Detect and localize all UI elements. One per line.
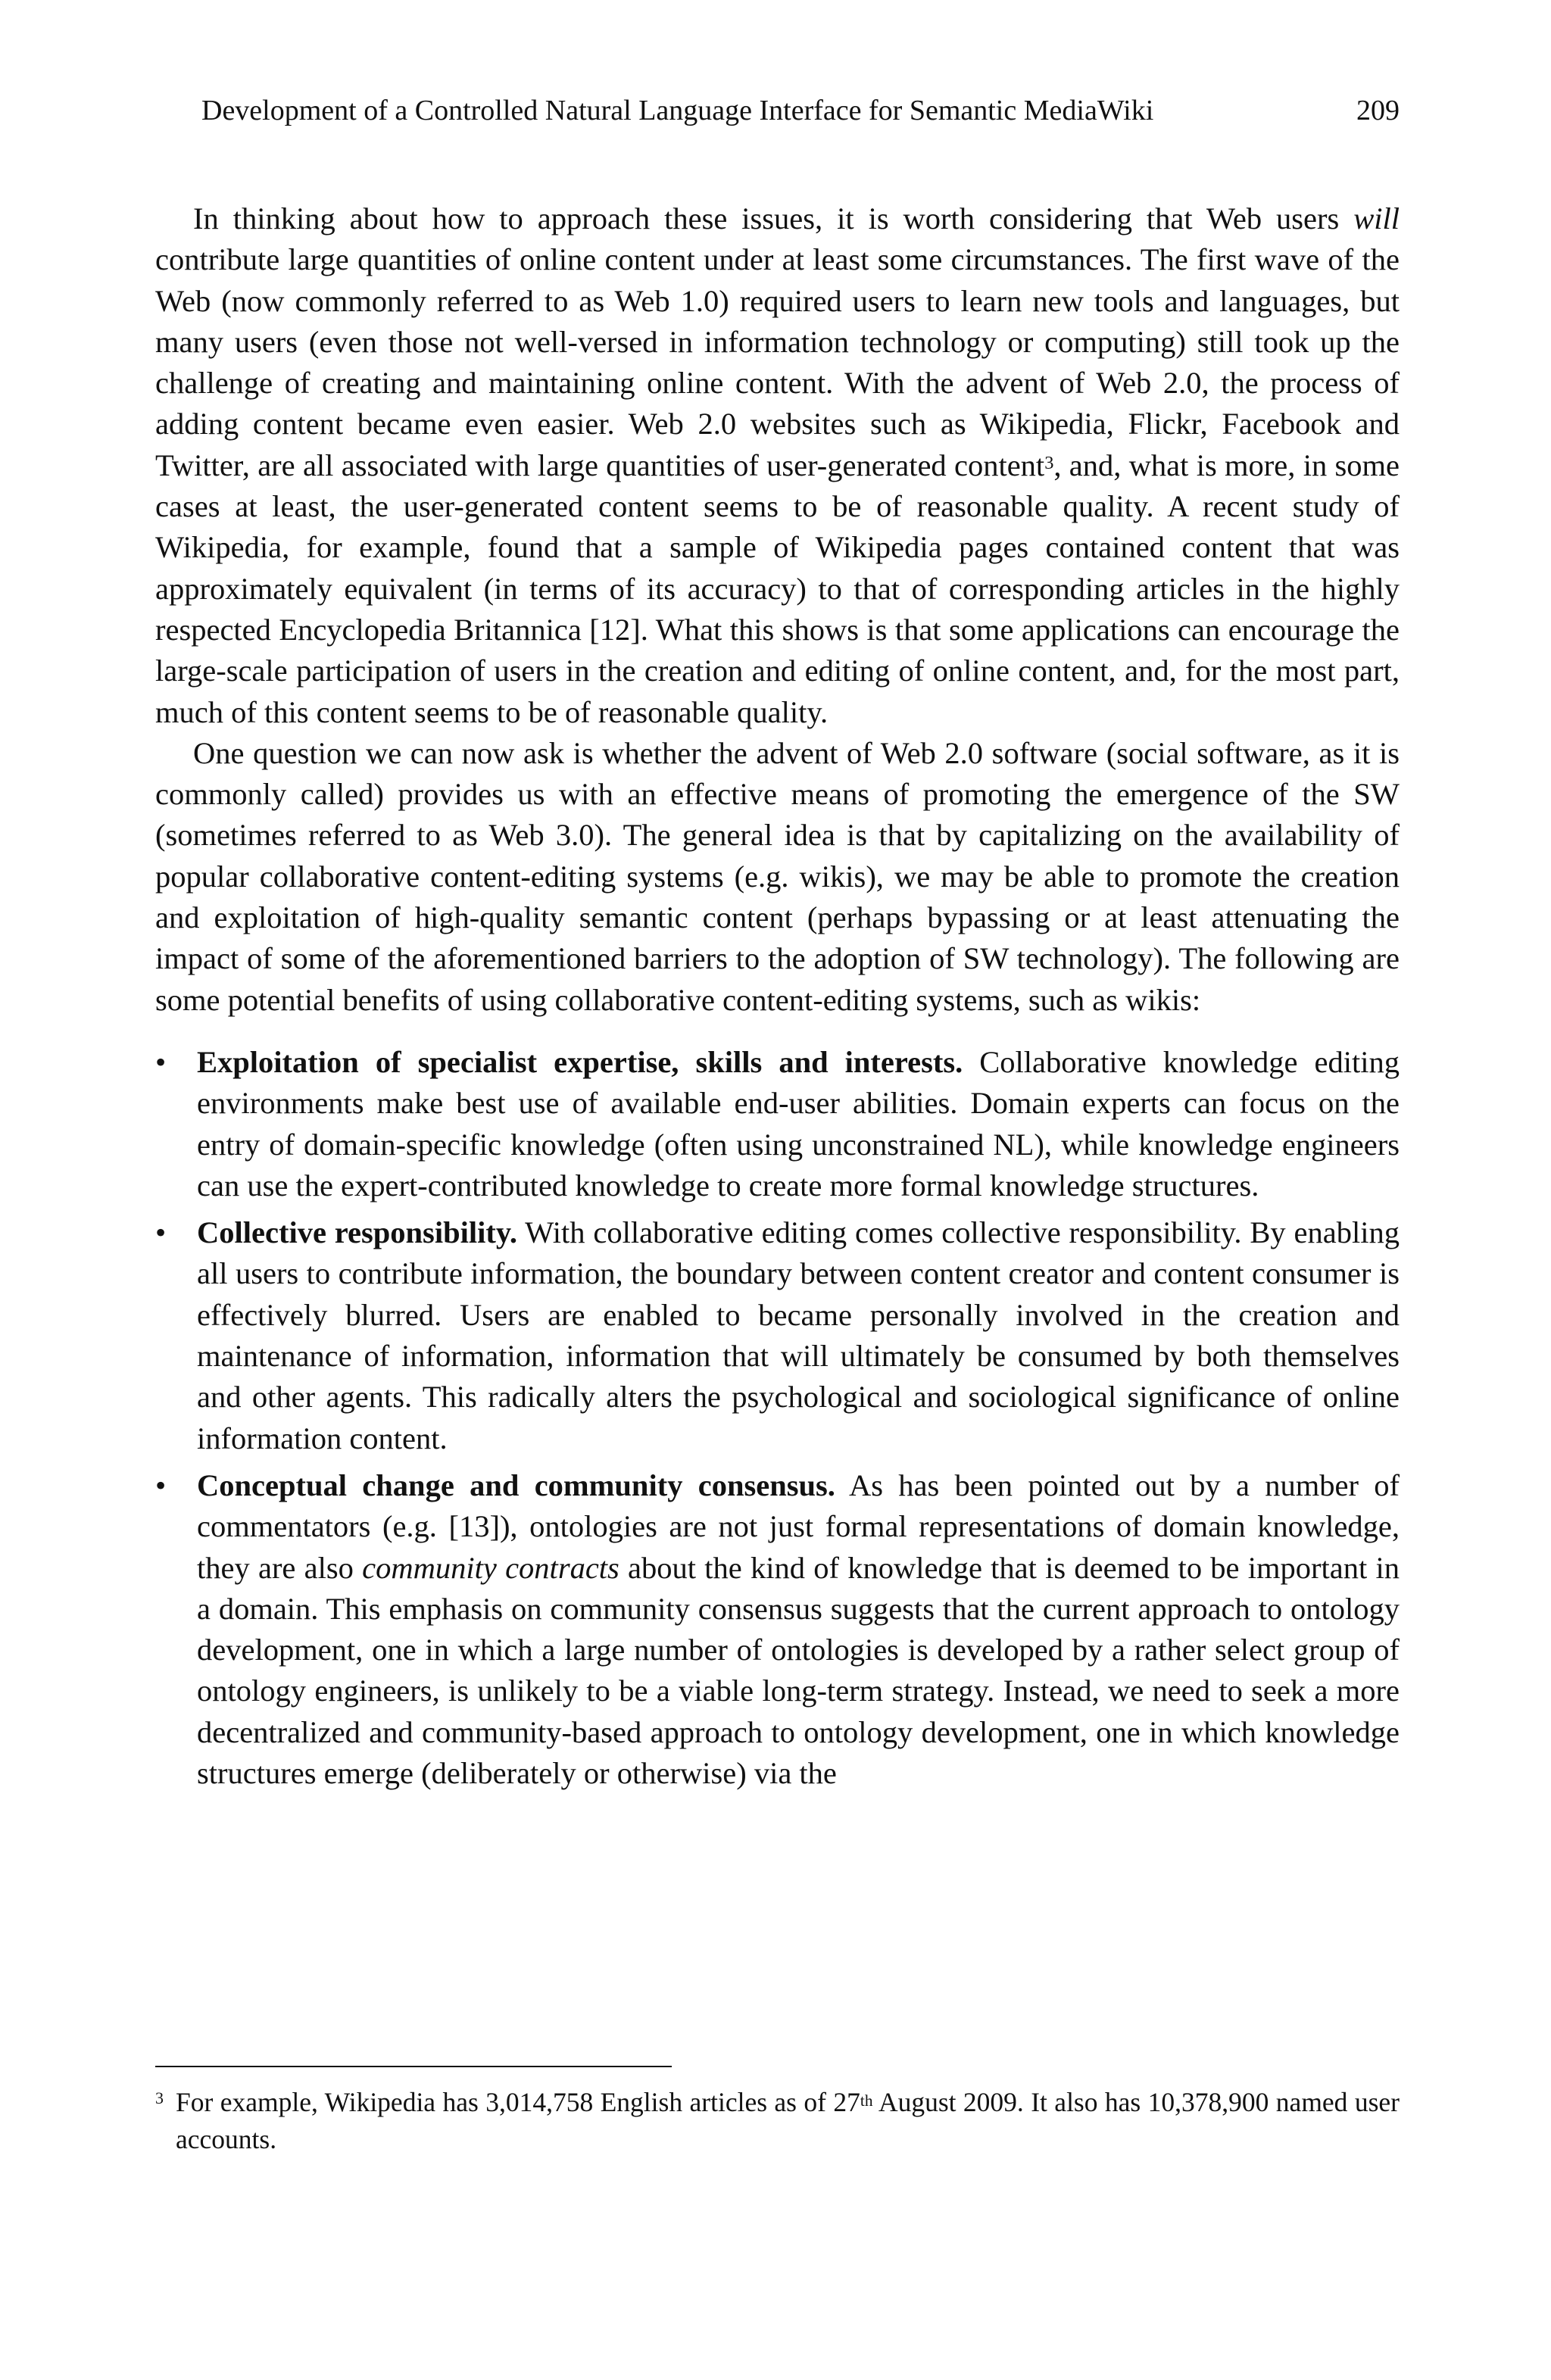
paragraph-1-text-a: In thinking about how to approach these issues, it is worth considering that Web users [193, 201, 1354, 236]
paragraph-1-text-b: contribute large quantities of online content under at least some circumstances. The first wave of the Web (now commonly referred to as Web 1.0) required users to learn new tools and languages, but many users (even those not well-versed in information technology or computing) still took up the challenge of creating and maintaining online content. With the advent of Web 2.0, the process of adding content became even easier. Web 2.0 websites such as Wikipedia, Flickr, Facebook and Twitter, are all associated with large quantities of user-generated content [155, 242, 1400, 482]
running-head-title: Development of a Controlled Natural Language Interface for Semantic MediaWiki [201, 95, 1154, 126]
bullet-icon: • [155, 1215, 167, 1250]
footnote [155, 2084, 1400, 2158]
list-item [155, 1465, 1400, 1794]
list-item [155, 1212, 1400, 1459]
running-head [201, 92, 1400, 129]
list-item-heading: Exploitation of specialist expertise, skills and interests. [197, 1044, 963, 1079]
list-item-text-a: As has been pointed out by a number of commentators (e.g. [13]), ontologies are not just formal representations of domain knowledge, they are also [197, 1468, 1400, 1585]
footnote-body [155, 2084, 1400, 2158]
paragraph-1-text-c: , and, what is more, in some cases at least, the user-generated content seems to be of reasonable quality. A recent study of Wikipedia, for example, found that a sample of Wikipedia pages contained content that was approximately equivalent (in terms of its accuracy) to that of corresponding articles in the highly respected Encyclopedia Britannica [12]. What this shows is that some applications can encourage the large-scale participation of users in the creation and editing of online content, and, for the most part, much of this content seems to be of reasonable quality. [155, 448, 1400, 729]
footnote-divider [155, 2066, 672, 2067]
bullet-icon: • [155, 1468, 167, 1502]
list-item [155, 1042, 1400, 1206]
benefits-list [155, 1042, 1400, 1794]
bullet-icon: • [155, 1044, 167, 1079]
footnote-text-b: August 2009. It also has 10,378,900 named user accounts. [176, 2087, 1400, 2154]
emphasis-community-contracts: community contracts [362, 1550, 619, 1585]
list-item-text-b: about the kind of knowledge that is deemed to be important in a domain. This emphasis on community consensus suggests that the current approach to ontology development, one in which a large number of ontologies is developed by a rather select group of ontology engineers, is unlikely to be a viable long-term strategy. Instead, we need to seek a more decentralized and community-based approach to ontology development, one in which knowledge structures emerge (deliberately or otherwise) via the [197, 1550, 1400, 1790]
footnote-reference-3[interactable]: 3 [1044, 453, 1054, 474]
emphasis-will: will [1353, 201, 1400, 236]
paragraph-2: One question we can now ask is whether the advent of Web 2.0 software (social software, as it is commonly called) provides us with an effective means of promoting the emergence of the SW (sometimes referred to as Web 3.0). The general idea is that by capitalizing on the availability of popular collaborative content-editing systems (e.g. wikis), we may be able to promote the creation and exploitation of high-quality semantic content (perhaps bypassing or at least attenuating the impact of some of the aforementioned barriers to the adoption of SW technology). The following are some potential benefits of using collaborative content-editing systems, such as wikis: [155, 735, 1400, 1017]
page-number: 209 [1356, 95, 1400, 126]
paragraph-1 [155, 198, 1400, 733]
list-item-text: With collaborative editing comes collective responsibility. By enabling all users to contribute information, the boundary between content creator and content consumer is effectively blurred. Users are enabled to became personally involved in the creation and maintenance of information, information that will ultimately be consumed by both themselves and other agents. This radically alters the psychological and sociological significance of online information content. [197, 1215, 1400, 1455]
footnote-ordinal: th [860, 2091, 873, 2110]
list-item-heading: Conceptual change and community consensus. [197, 1468, 835, 1502]
body-text [155, 198, 1400, 1800]
list-item-text: Collaborative knowledge editing environments make best use of available end-user abilities. Domain experts can focus on the entry of domain-specific knowledge (often using unconstrained NL), while knowledge engineers can use the expert-contributed knowledge to create more formal knowledge structures. [197, 1044, 1400, 1202]
footnote-text-a: For example, Wikipedia has 3,014,758 English articles as of 27 [176, 2087, 860, 2117]
footnote-mark: 3 [155, 2088, 164, 2107]
list-item-heading: Collective responsibility. [197, 1215, 517, 1250]
